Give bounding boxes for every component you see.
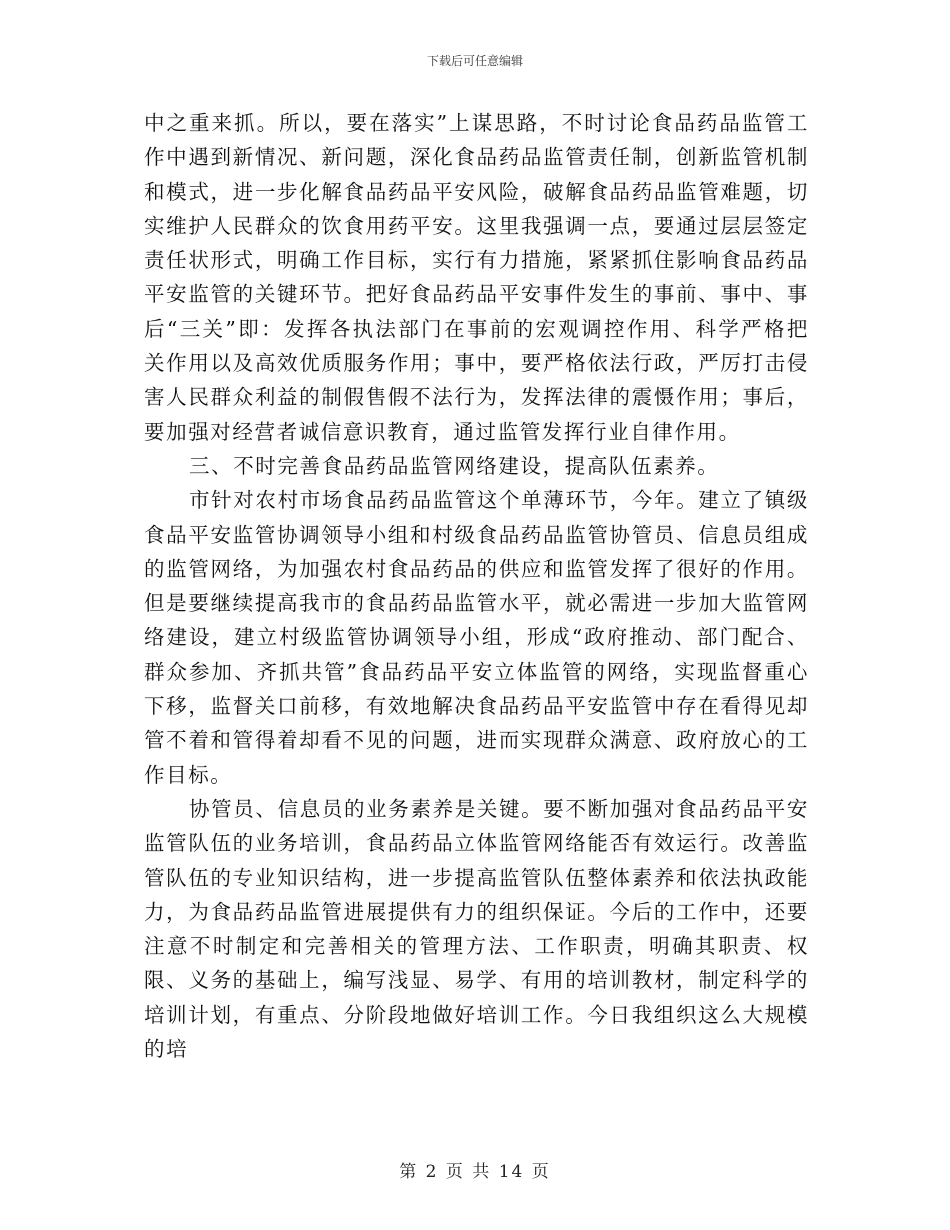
paragraph: 市针对农村市场食品药品监管这个单薄环节，今年。建立了镇级食品平安监管协调领导小组和村级食品药品监管协管员、信息员组成的监管网络，为加强农村食品药品的供应和监管发挥了很好的作用。但是要继续提高我市的食品药品监管水平，就必需进一步加大监管网络建设，建立村级监管协调领导小组，形成“政府推动、部门配合、群众参加、齐抓共管”食品药品平安立体监管的网络，实现监督重心下移，监督关口前移，有效地解决食品药品平安监管中存在看得见却管不着和管得着却看不见的问题，进而实现群众满意、政府放心的工作目标。 [144, 488, 809, 787]
section-heading: 三、不时完善食品药品监管网络建设，提高队伍素养。 [189, 453, 720, 478]
page-footer: 第 2 页 共 14 页 [399, 1162, 551, 1182]
page-header: 下载后可任意编辑 [426, 54, 523, 68]
paragraph: 协管员、信息员的业务素养是关键。要不断加强对食品药品平安监管队伍的业务培训，食品药品立体监管网络能否有效运行。改善监管队伍的专业知识结构，进一步提高监管队伍整体素养和依法执政能力，为食品药品监管进展提供有力的组织保证。今后的工作中，还要注意不时制定和完善相关的管理方法、工作职责，明确其职责、权限、义务的基础上，编写浅显、易学、有用的培训教材，制定科学的培训计划，有重点、分阶段地做好培训工作。今日我组织这么大规模的培 [144, 796, 809, 1062]
document-body [144, 106, 809, 1066]
paragraph-continuation: 中之重来抓。所以，要在落实”上谋思路，不时讨论食品药品监管工作中遇到新情况、新问题，深化食品药品监管责任制，创新监管机制和模式，进一步化解食品药品平安风险，破解食品药品监管难题，切实维护人民群众的饮食用药平安。这里我强调一点，要通过层层签定责任状形式，明确工作目标，实行有力措施，紧紧抓住影响食品药品平安监管的关键环节。把好食品药品平安事件发生的事前、事中、事后“三关”即：发挥各执法部门在事前的宏观调控作用、科学严格把关作用以及高效优质服务作用；事中，要严格依法行政，严厉打击侵害人民群众利益的制假售假不法行为，发挥法律的震慑作用；事后，要加强对经营者诚信意识教育，通过监管发挥行业自律作用。 [144, 111, 809, 444]
